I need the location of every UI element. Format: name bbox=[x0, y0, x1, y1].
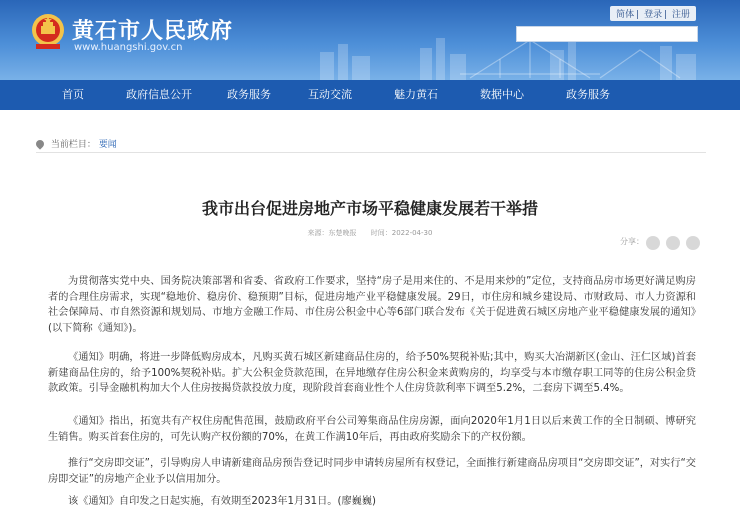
article-paragraph: 《通知》指出，拓宽共有产权住房配售范围，鼓励政府平台公司筹集商品住房房源，面向2020年1月1日以后来黄工作的全日制硕、博研究生销售。购买首套住房的，可先认购产权份额的70%，在黄工作满10年后，再由政府奖励余下的产权份额。 bbox=[48, 416, 696, 443]
share-label: 分享： bbox=[620, 237, 644, 246]
wechat-share-icon[interactable] bbox=[646, 236, 660, 250]
nav-item-home[interactable]: 首页 bbox=[62, 88, 84, 101]
nav-item-charm-huangshi[interactable]: 魅力黄石 bbox=[394, 88, 438, 101]
main-nav bbox=[0, 80, 740, 110]
nav-item-gov-info[interactable]: 政府信息公开 bbox=[126, 88, 192, 101]
divider bbox=[36, 152, 706, 153]
article-paragraph: 《通知》明确，将进一步降低购房成本，凡购买黄石城区新建商品住房的，给予50%契税补贴;其中，购买大冶湖新区(金山、汪仁区域)首套新建商品住房的，给予100%契税补贴。扩大公积金贷款范围，在异地缴存住房公积金来黄购房的，均享受与本市缴存职工同等的住房公积金贷款政策。引导金融机构加大个人住房按揭贷款投放力度，现阶段首套商业性个人住房贷款利率下调至5.2%，二套房下调至5.4%。 bbox=[48, 352, 696, 394]
article-paragraph: 推行“交房即交证”，引导购房人申请新建商品房预告登记时同步申请转房屋所有权登记，全面推行新建商品房项目“交房即交证”，对实行“交房即交证”的房地产企业予以信用加分。 bbox=[48, 458, 696, 485]
article-source: 来源：东楚晚报 bbox=[307, 229, 357, 237]
top-links: 简体 | 登录 | 注册 bbox=[610, 6, 696, 21]
nav-item-gov-services-2[interactable]: 政务服务 bbox=[566, 88, 610, 101]
article-date: 时间：2022-04-30 bbox=[370, 229, 433, 237]
nav-item-data-center[interactable]: 数据中心 bbox=[480, 88, 524, 101]
site-header bbox=[0, 0, 740, 80]
search-input[interactable] bbox=[516, 26, 698, 42]
top-link-simplified[interactable]: 简体 bbox=[616, 10, 635, 20]
location-pin-icon bbox=[34, 138, 45, 149]
site-title: 黄石市人民政府 bbox=[72, 19, 234, 44]
nav-item-gov-services-1[interactable]: 政务服务 bbox=[227, 88, 271, 101]
article-title: 我市出台促进房地产市场平稳健康发展若干举措 bbox=[201, 199, 538, 218]
national-emblem-icon bbox=[30, 12, 66, 52]
top-link-register[interactable]: 注册 bbox=[671, 10, 690, 20]
qzone-share-icon[interactable] bbox=[686, 236, 700, 250]
breadcrumb bbox=[36, 137, 117, 150]
article-paragraph: 该《通知》自印发之日起实施，有效期至2023年1月31日。(廖巍巍) bbox=[68, 496, 377, 507]
weibo-share-icon[interactable] bbox=[666, 236, 680, 250]
nav-item-interaction[interactable]: 互动交流 bbox=[308, 88, 352, 101]
site-url: www.huangshi.gov.cn bbox=[74, 42, 183, 53]
top-link-login[interactable]: 登录 bbox=[644, 10, 663, 20]
breadcrumb-current[interactable]: 要闻 bbox=[98, 140, 117, 150]
article-paragraph: 为贯彻落实党中央、国务院决策部署和省委、省政府工作要求，坚持“房子是用来住的、不是用来炒的”定位，支持商品房市场更好满足购房者的合理住房需求，实现“稳地价、稳房价、稳预期”目标，促进房地产业平稳健康发展。29日，市住房和城乡建设局、市财政局、市人力资源和社会保障局、市自然资源和规划局、市地方金融工作局、市住房公积金中心等6部门联合发布《关于促进黄石城区房地产业平稳健康发展的通知》(以下简称《通知》)。 bbox=[48, 276, 696, 334]
breadcrumb-prefix: 当前栏目： bbox=[50, 140, 96, 150]
